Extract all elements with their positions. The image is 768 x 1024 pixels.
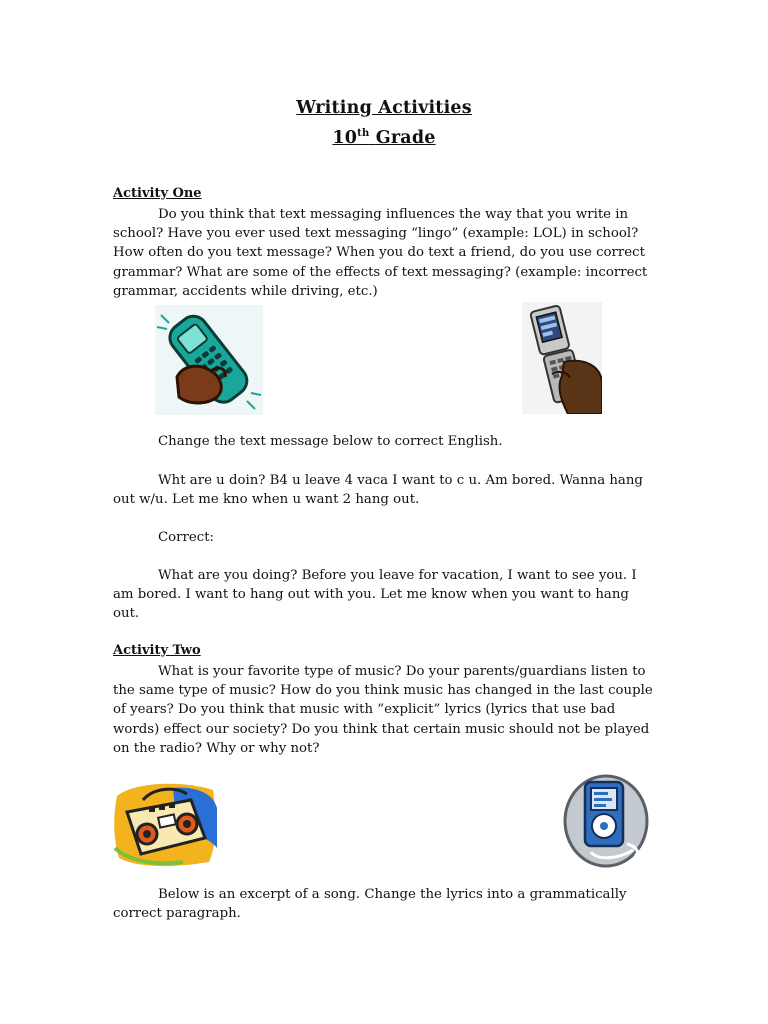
flip-phone-hand-icon (522, 302, 602, 414)
text-message-sample: Wht are u doin? B4 u leave 4 vaca I want to c u. Am bored. Wanna hang out w/u. Let me kno when u want 2 hang out. (113, 473, 643, 508)
page-subtitle (0, 128, 768, 148)
cell-phone-hand-icon (155, 305, 263, 415)
boombox-icon (113, 778, 219, 868)
activity-one-instruction: Change the text message below to correct English. (158, 434, 503, 449)
correct-label: Correct: (158, 530, 215, 545)
activity-two-heading: Activity Two (113, 643, 201, 658)
activity-one-heading: Activity One (113, 186, 202, 201)
grade-number: 10 (332, 128, 358, 148)
activity-two-instruction: Below is an excerpt of a song. Change the lyrics into a grammatically correct paragraph. (113, 887, 627, 922)
corrected-message: What are you doing? Before you leave for vacation, I want to see you. I am bored. I want to hang out with you. Let me know when you want to hang out. (113, 568, 637, 622)
grade-superscript: th (357, 128, 370, 140)
mp3-player-icon (563, 774, 649, 868)
grade-word: Grade (375, 128, 436, 148)
activity-one-intro: Do you think that text messaging influences the way that you write in school? Have you ever used text messaging “lingo” (example: LOL) in school? How often do you text message? When you do text a friend, do you use correct grammar? What are some of the effects of text messaging? (example: incorrect grammar, accidents while driving, etc.) (113, 207, 648, 299)
activity-two-intro: What is your favorite type of music? Do your parents/guardians listen to the same type of music? How do you think music has changed in the last couple of years? Do you think that music with “explicit” lyrics (lyrics that use bad words) effect our society? Do you think that certain music should not be played on the radio? Why or why not? (113, 664, 653, 756)
title-line-1: Writing Activities (296, 98, 472, 118)
page-title (0, 98, 768, 118)
